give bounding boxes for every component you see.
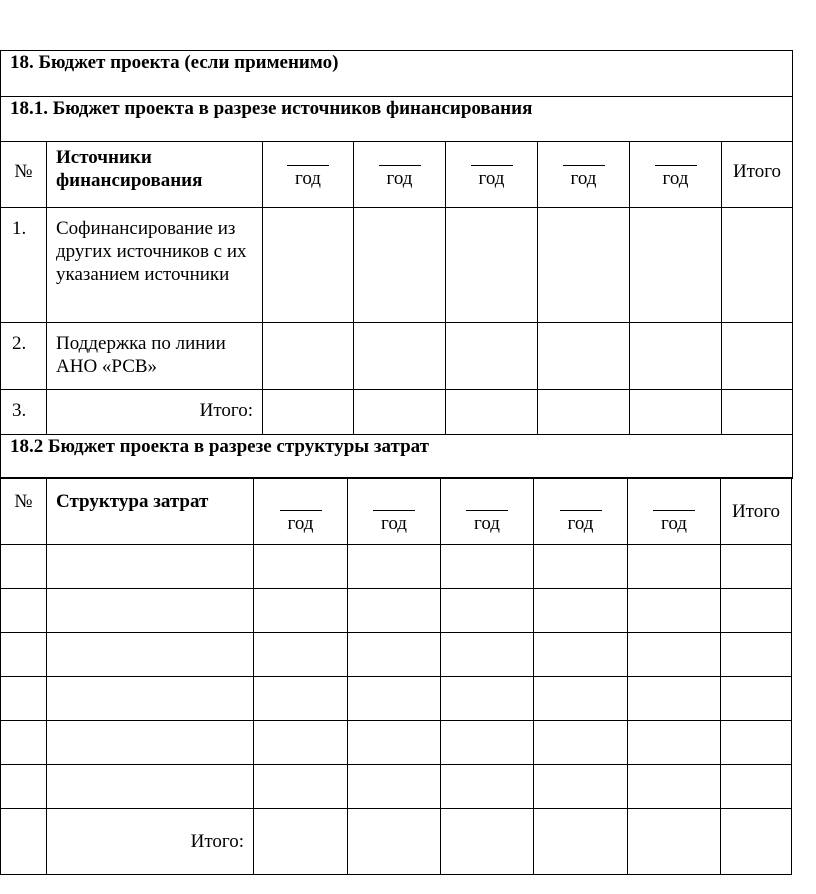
table-cell[interactable] bbox=[538, 323, 630, 390]
table-cell[interactable] bbox=[722, 208, 793, 323]
table-row bbox=[1, 677, 792, 721]
table-cell[interactable] bbox=[721, 677, 792, 721]
number-column-header: № bbox=[1, 142, 47, 208]
table-cell[interactable] bbox=[254, 633, 348, 677]
row-label: Итого: bbox=[47, 390, 263, 435]
year-blank-line bbox=[466, 510, 508, 511]
table-cell[interactable] bbox=[254, 545, 348, 589]
table-cell[interactable] bbox=[446, 390, 538, 435]
table-cell[interactable] bbox=[534, 589, 628, 633]
year-label: год bbox=[295, 168, 321, 189]
section-18-1-row bbox=[1, 97, 793, 142]
table-cell[interactable] bbox=[1, 589, 47, 633]
section-18-1-title: 18.1. Бюджет проекта в разрезе источников финансирования bbox=[1, 97, 793, 142]
year-label: год bbox=[567, 513, 594, 534]
year-column-header-5 bbox=[630, 142, 722, 208]
table-cell[interactable] bbox=[348, 589, 441, 633]
table-row bbox=[1, 545, 792, 589]
table-cell[interactable] bbox=[254, 721, 348, 765]
table-cell[interactable] bbox=[47, 721, 254, 765]
year-blank-line bbox=[653, 510, 695, 511]
year-column-header-1 bbox=[254, 478, 348, 545]
table-cell[interactable] bbox=[534, 677, 628, 721]
table-cell[interactable] bbox=[1, 809, 47, 875]
year-column-header-4 bbox=[538, 142, 630, 208]
table-cell[interactable] bbox=[534, 765, 628, 809]
year-blank-line bbox=[280, 510, 322, 511]
table-cell[interactable] bbox=[628, 721, 721, 765]
year-column-header-4 bbox=[534, 478, 628, 545]
year-label: год bbox=[474, 513, 500, 534]
table-cell[interactable] bbox=[628, 677, 721, 721]
budget-table-sources bbox=[0, 50, 793, 479]
table-cell[interactable] bbox=[721, 545, 792, 589]
table-cell[interactable] bbox=[254, 677, 348, 721]
table-cell[interactable] bbox=[630, 390, 722, 435]
year-column-header-3 bbox=[446, 142, 538, 208]
table-cell[interactable] bbox=[441, 765, 534, 809]
table-cell[interactable] bbox=[630, 208, 722, 323]
table-cell[interactable] bbox=[348, 721, 441, 765]
year-column-header-5 bbox=[628, 478, 721, 545]
row-label: Поддержка по линии АНО «РСВ» bbox=[47, 323, 263, 390]
table-cell[interactable] bbox=[534, 633, 628, 677]
budget-table-cost-structure bbox=[0, 477, 792, 875]
table-cell[interactable] bbox=[538, 390, 630, 435]
year-blank-line bbox=[287, 165, 329, 166]
structure-column-header: Структура затрат bbox=[47, 478, 254, 545]
year-column-header-3 bbox=[441, 478, 534, 545]
table-row bbox=[1, 765, 792, 809]
table-cell[interactable] bbox=[348, 809, 441, 875]
table-cell[interactable] bbox=[721, 589, 792, 633]
year-label: год bbox=[661, 513, 687, 534]
table-cell[interactable] bbox=[721, 809, 792, 875]
sources-column-header: Источники финансирования bbox=[47, 142, 263, 208]
table-cell[interactable] bbox=[721, 633, 792, 677]
table-cell[interactable] bbox=[1, 633, 47, 677]
table-cell[interactable] bbox=[354, 208, 446, 323]
section-18-2-row bbox=[1, 435, 793, 479]
table-cell[interactable] bbox=[348, 677, 441, 721]
year-label: год bbox=[381, 513, 407, 534]
table-cell[interactable] bbox=[446, 323, 538, 390]
table-cell[interactable] bbox=[722, 323, 793, 390]
sources-header-row bbox=[1, 142, 793, 208]
year-label: год bbox=[478, 168, 505, 189]
row-number: 3. bbox=[1, 390, 47, 435]
table-cell[interactable] bbox=[348, 633, 441, 677]
table-cell[interactable] bbox=[628, 545, 721, 589]
table-cell[interactable] bbox=[1, 545, 47, 589]
total-row bbox=[1, 809, 792, 875]
year-column-header-2 bbox=[348, 478, 441, 545]
table-cell[interactable] bbox=[534, 809, 628, 875]
table-row bbox=[1, 721, 792, 765]
table-cell[interactable] bbox=[254, 809, 348, 875]
table-cell[interactable] bbox=[721, 765, 792, 809]
table-cell[interactable] bbox=[628, 589, 721, 633]
total-row-label: Итого: bbox=[47, 809, 254, 875]
number-column-header: № bbox=[1, 478, 47, 545]
table-row bbox=[1, 589, 792, 633]
year-label: год bbox=[386, 168, 413, 189]
table-row bbox=[1, 633, 792, 677]
table-row bbox=[1, 390, 793, 435]
row-number: 2. bbox=[1, 323, 47, 390]
table-cell[interactable] bbox=[254, 765, 348, 809]
cost-header-row bbox=[1, 478, 792, 545]
table-cell[interactable] bbox=[254, 589, 348, 633]
table-cell[interactable] bbox=[1, 721, 47, 765]
table-cell[interactable] bbox=[628, 633, 721, 677]
year-blank-line bbox=[560, 510, 602, 511]
table-cell[interactable] bbox=[348, 545, 441, 589]
table-cell[interactable] bbox=[446, 208, 538, 323]
table-cell[interactable] bbox=[441, 545, 534, 589]
table-row bbox=[1, 208, 793, 323]
table-cell[interactable] bbox=[263, 323, 354, 390]
table-cell[interactable] bbox=[441, 633, 534, 677]
table-cell[interactable] bbox=[441, 721, 534, 765]
year-blank-line bbox=[655, 165, 697, 166]
table-cell[interactable] bbox=[47, 677, 254, 721]
year-blank-line bbox=[563, 165, 605, 166]
year-column-header-2 bbox=[354, 142, 446, 208]
table-cell[interactable] bbox=[354, 323, 446, 390]
table-cell[interactable] bbox=[354, 390, 446, 435]
table-cell[interactable] bbox=[47, 545, 254, 589]
table-cell[interactable] bbox=[628, 765, 721, 809]
total-column-header: Итого bbox=[722, 142, 793, 208]
year-label: год bbox=[662, 168, 689, 189]
year-label: год bbox=[570, 168, 597, 189]
cost-structure-table-wrap bbox=[0, 477, 792, 875]
table-cell[interactable] bbox=[630, 323, 722, 390]
table-cell[interactable] bbox=[441, 589, 534, 633]
table-cell[interactable] bbox=[441, 677, 534, 721]
section-18-row bbox=[1, 51, 793, 97]
total-column-header: Итого bbox=[721, 478, 792, 545]
table-cell[interactable] bbox=[722, 390, 793, 435]
section-18-2-title: 18.2 Бюджет проекта в разрезе структуры затрат bbox=[1, 435, 793, 479]
table-cell[interactable] bbox=[348, 765, 441, 809]
row-label: Софинансирование из других источников с их указанием источники bbox=[47, 208, 263, 323]
table-cell[interactable] bbox=[1, 765, 47, 809]
table-cell[interactable] bbox=[628, 809, 721, 875]
year-blank-line bbox=[471, 165, 513, 166]
table-cell[interactable] bbox=[47, 633, 254, 677]
year-blank-line bbox=[373, 510, 415, 511]
table-row bbox=[1, 323, 793, 390]
table-cell[interactable] bbox=[721, 721, 792, 765]
section-18-title: 18. Бюджет проекта (если применимо) bbox=[1, 51, 793, 97]
table-cell[interactable] bbox=[263, 390, 354, 435]
year-column-header-1 bbox=[263, 142, 354, 208]
table-cell[interactable] bbox=[441, 809, 534, 875]
table-cell[interactable] bbox=[47, 589, 254, 633]
table-cell[interactable] bbox=[1, 677, 47, 721]
table-cell[interactable] bbox=[534, 545, 628, 589]
year-blank-line bbox=[379, 165, 421, 166]
year-label: год bbox=[287, 513, 314, 534]
table-cell[interactable] bbox=[534, 721, 628, 765]
table-cell[interactable] bbox=[47, 765, 254, 809]
row-number: 1. bbox=[1, 208, 47, 323]
table-cell[interactable] bbox=[538, 208, 630, 323]
table-cell[interactable] bbox=[263, 208, 354, 323]
